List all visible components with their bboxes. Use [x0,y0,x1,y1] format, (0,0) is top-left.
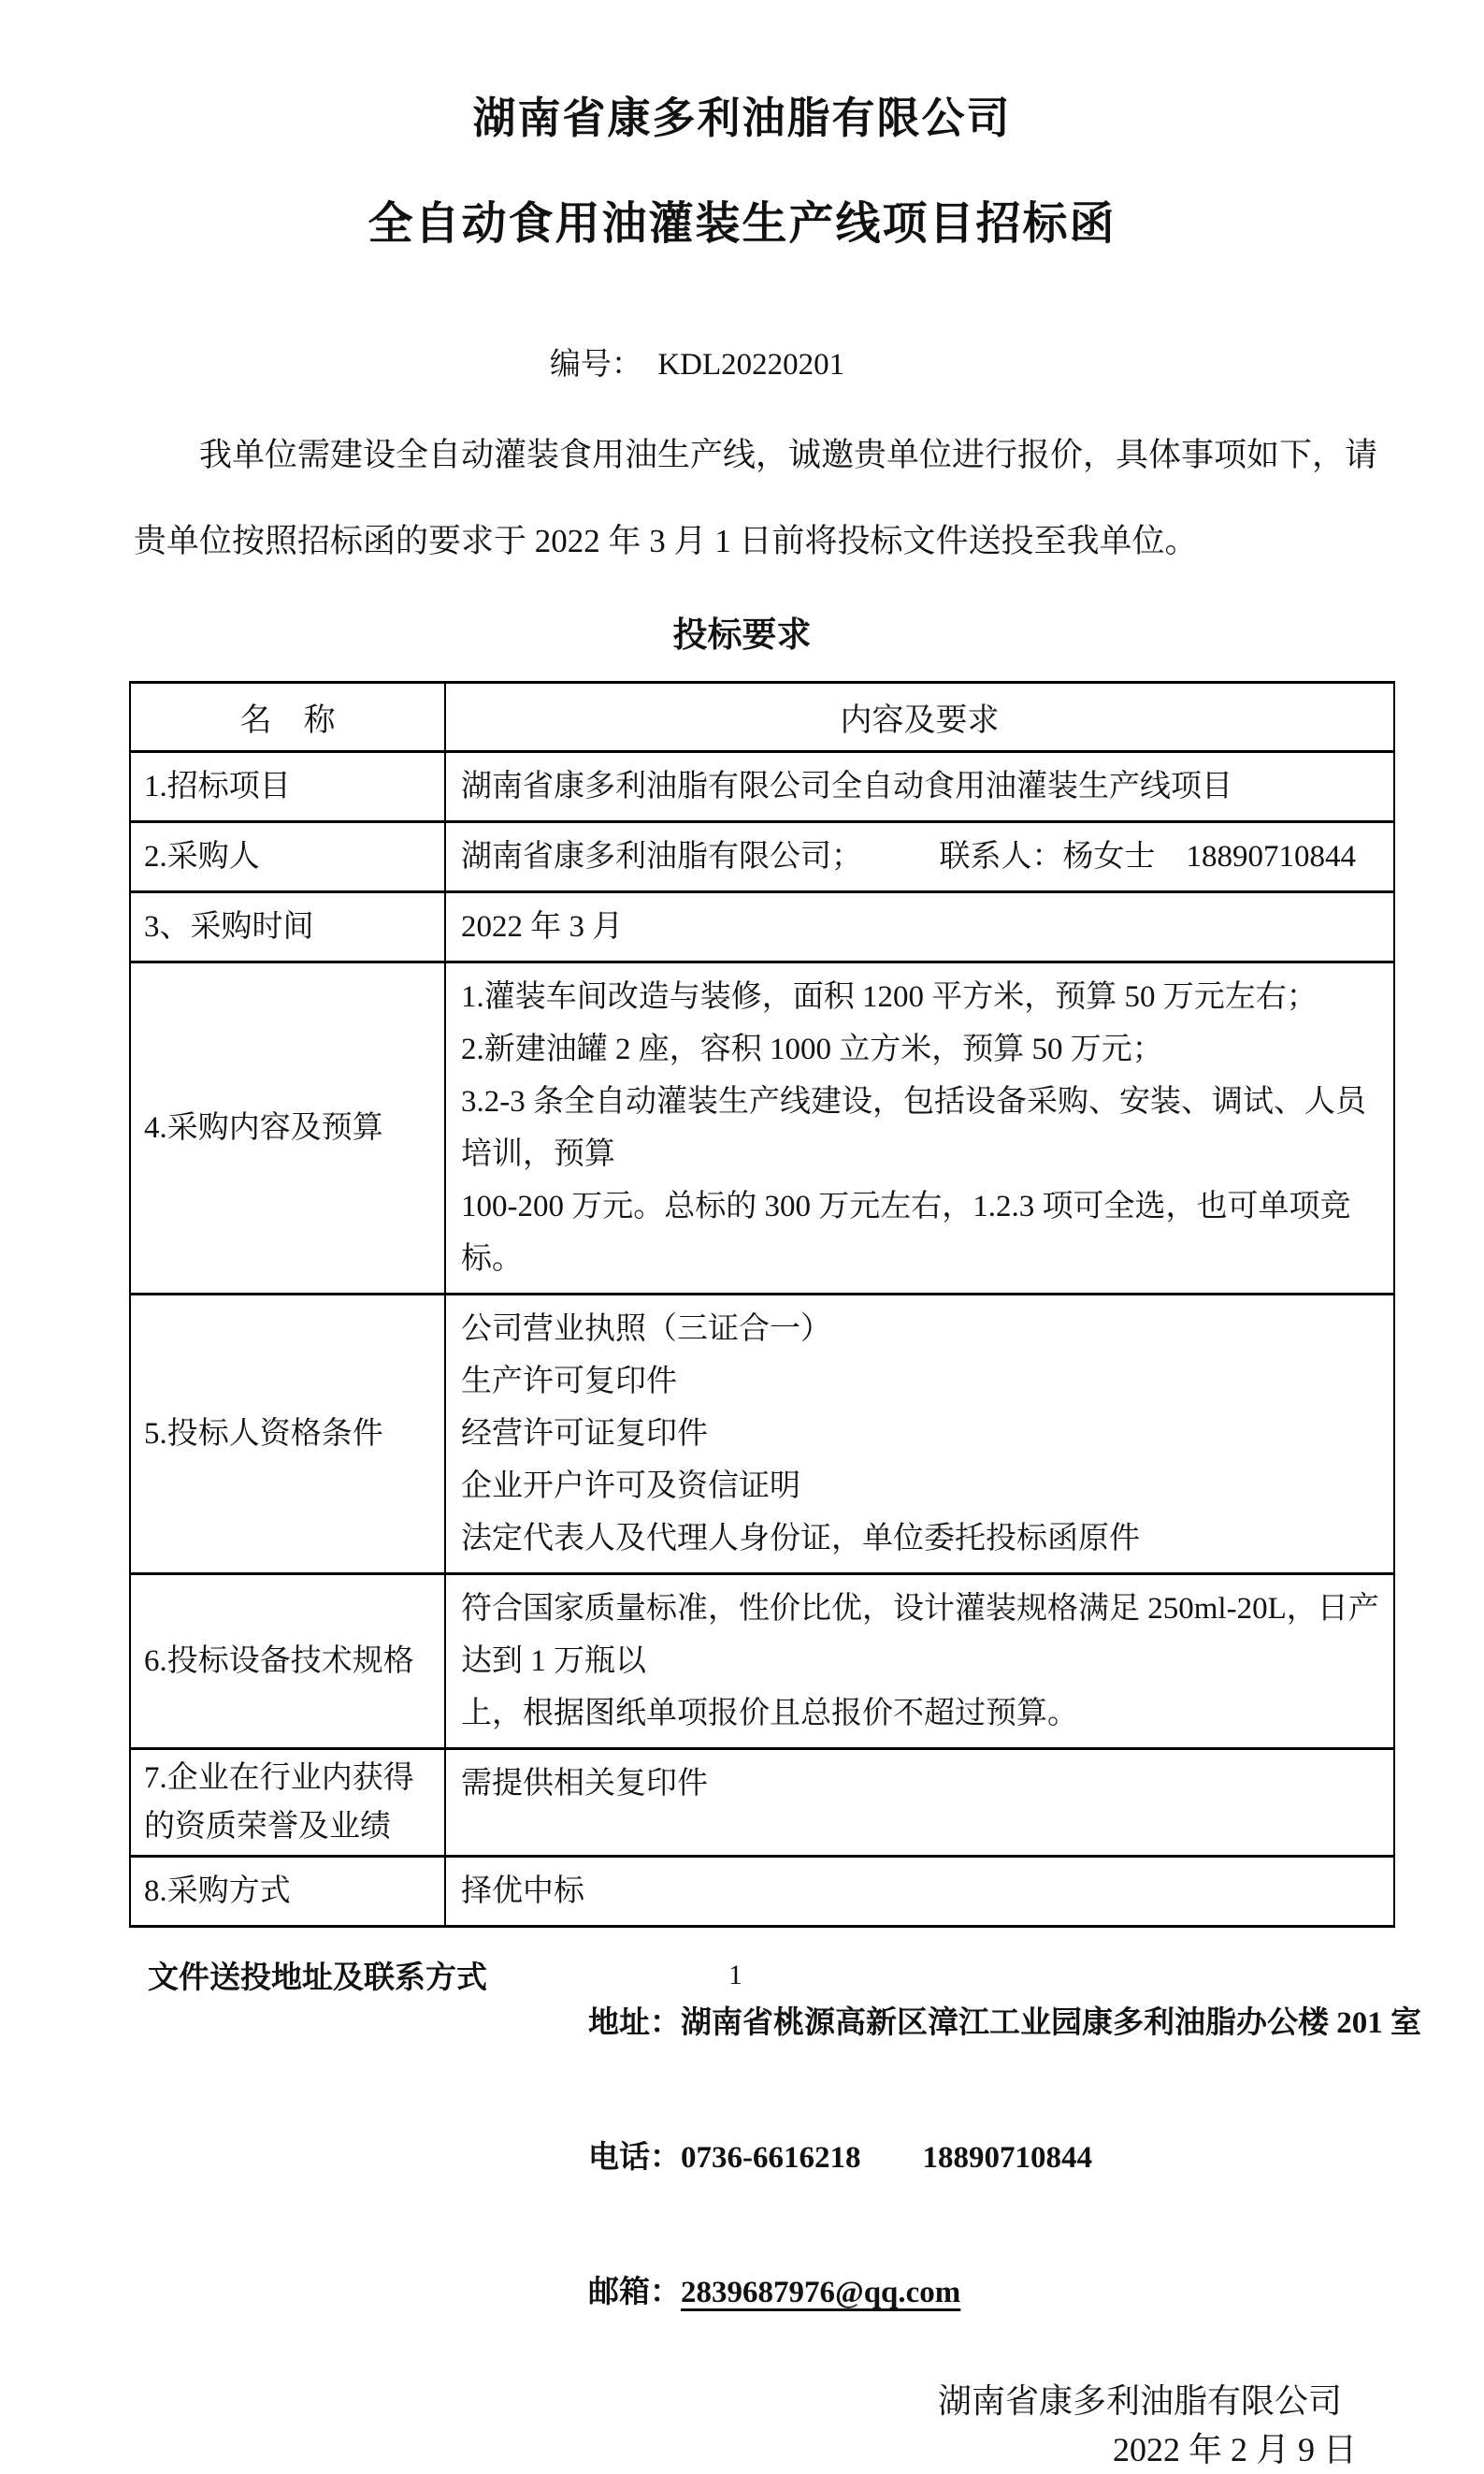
intro-paragraph [0,434,1484,563]
table-row [130,1295,1394,1574]
row-content-line: 符合国家质量标准，性价比优，设计灌装规格满足 250ml-20L，日产达到 1 万瓶以 [461,1592,1379,1678]
row-content-line: 生产许可复印件 [461,1365,677,1398]
table-row [130,1749,1394,1857]
phone-line [526,2091,1421,2225]
document-number: 编号： KDL20220201 [549,348,845,382]
signature-date: 2022 年 2 月 9 日 [1112,2431,1357,2468]
row-name: 7.企业在行业内获得的资质荣誉及业绩 [144,1761,414,1844]
contact-label: 文件送投地址及联系方式 [148,1961,487,1995]
row-content-line: 需提供相关复印件 [461,1767,708,1801]
row-content-line: 企业开户许可及资信证明 [461,1469,800,1503]
row-content-line: 1.灌装车间改造与装修，面积 1200 平方米，预算 50 万元左右； [461,980,1318,1014]
contact-section [0,1956,1484,2360]
row-content-line: 100-200 万元。总标的 300 万元左右，1.2.3 项可全选，也可单项竞标。 [461,1190,1351,1276]
row-content-line: 公司营业执照（三证合一） [461,1312,831,1346]
requirements-table [129,681,1395,1928]
row-content [445,892,1394,962]
company-title: 湖南省康多利油脂有限公司 [472,94,1012,142]
row-content-line: 3.2-3 条全自动灌装生产线建设，包括设备采购、安装、调试、人员培训，预算 [461,1085,1366,1171]
table-row [130,752,1394,822]
row-content [445,1857,1394,1927]
row-name: 1.招标项目 [144,770,291,803]
row-content [445,1295,1394,1574]
table-row [130,892,1394,962]
section-title: 投标要求 [672,616,812,655]
row-content-line: 经营许可证复印件 [461,1417,708,1451]
row-content-line: 上，根据图纸单项报价且总报价不超过预算。 [461,1697,1078,1730]
row-content-line: 择优中标 [461,1874,584,1908]
row-name: 5.投标人资格条件 [144,1417,383,1451]
row-content-line: 湖南省康多利油脂有限公司全自动食用油灌装生产线项目 [461,770,1232,803]
row-name: 2.采购人 [144,840,260,874]
table-row [130,822,1394,892]
row-content-line: 2022 年 3 月 [461,910,624,944]
address-value: 湖南省桃源高新区漳江工业园康多利油脂办公楼 201 室 [681,2006,1421,2040]
row-content [445,1574,1394,1749]
email-link[interactable]: 2839687976@qq.com [681,2276,961,2309]
row-content-line: 湖南省康多利油脂有限公司； 联系人：杨女士 18890710844 [461,840,1356,874]
row-content [445,962,1394,1295]
phone-value: 0736-6616218 18890710844 [681,2141,1092,2175]
header-content-column: 内容及要求 [445,683,1394,752]
row-name: 3、采购时间 [144,910,314,944]
address-label: 地址： [588,2006,681,2040]
table-row [130,962,1394,1295]
row-content [445,752,1394,822]
row-name: 8.采购方式 [144,1874,291,1908]
row-content [445,822,1394,892]
page-number: 1 [728,1960,742,1990]
header-name-column: 名 称 [130,683,445,752]
row-content [445,1749,1394,1857]
phone-label: 电话： [588,2141,681,2175]
row-content-line: 2.新建油罐 2 座，容积 1000 立方米，预算 50 万元； [461,1033,1163,1066]
email-label: 邮箱： [588,2276,681,2309]
table-row [130,1574,1394,1749]
email-line [526,2225,1421,2360]
intro-line-1: 我单位需建设全自动灌装食用油生产线，诚邀贵单位进行报价，具体事项如下，请 [199,437,1378,473]
table-row [130,1857,1394,1927]
contact-lines [526,1956,1421,2360]
row-name: 6.投标设备技术规格 [144,1644,414,1678]
signature-company: 湖南省康多利油脂有限公司 [937,2382,1342,2420]
row-content-line: 法定代表人及代理人身份证，单位委托投标函原件 [461,1522,1140,1555]
signature-block [0,2377,1484,2474]
table-header-row [130,683,1394,752]
requirements-table-body [130,752,1394,1927]
document-title: 全自动食用油灌装生产线项目招标函 [367,199,1117,249]
row-name: 4.采购内容及预算 [144,1111,383,1145]
intro-line-2: 贵单位按照招标函的要求于 2022 年 3 月 1 日前将投标文件送投至我单位。 [134,523,1198,559]
